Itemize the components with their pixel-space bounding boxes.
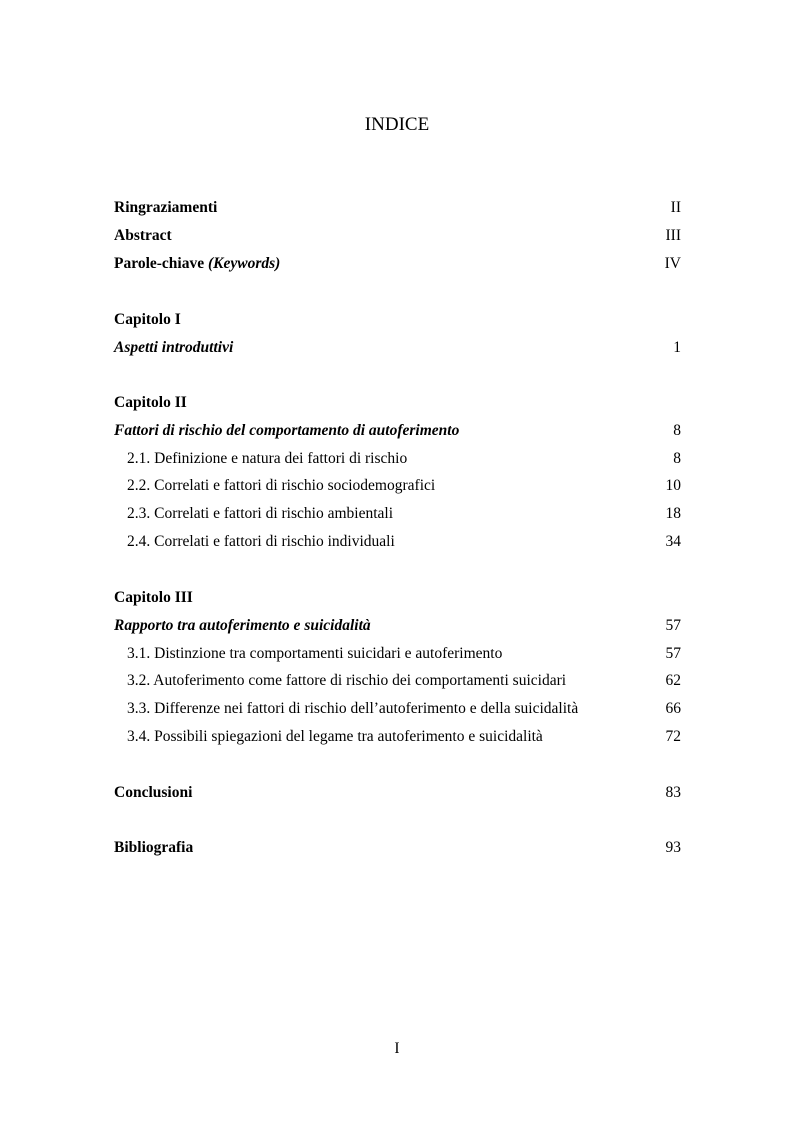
toc-section-label: 3.4. Possibili spiegazioni del legame tra autoferimento e suicidalità bbox=[127, 728, 543, 745]
chapter-title-label: Rapporto tra autoferimento e suicidalità bbox=[114, 617, 371, 634]
chapter-heading-1 bbox=[114, 309, 681, 331]
toc-section-page: 18 bbox=[665, 505, 681, 522]
toc-section-3-3 bbox=[114, 698, 681, 720]
toc-entry-label: Ringraziamenti bbox=[114, 199, 218, 216]
toc-section-label: 2.1. Definizione e natura dei fattori di rischio bbox=[127, 450, 408, 467]
toc-section-page: 57 bbox=[665, 645, 681, 662]
toc-entry-label-group bbox=[114, 253, 280, 275]
toc-section-2-3 bbox=[114, 503, 681, 525]
toc-entry-page: III bbox=[665, 227, 681, 244]
toc-section-2-4 bbox=[114, 531, 681, 553]
toc-section-page: 8 bbox=[673, 450, 681, 467]
toc-section-label: 2.4. Correlati e fattori di rischio individuali bbox=[127, 533, 395, 550]
chapter-title-page: 8 bbox=[673, 422, 681, 439]
toc-section-label: 3.3. Differenze nei fattori di rischio dell’autoferimento e della suicidalità bbox=[127, 700, 579, 717]
toc-section-3-2 bbox=[114, 670, 681, 692]
toc-entry-label-italic: (Keywords) bbox=[207, 255, 281, 272]
toc-entry-ringraziamenti bbox=[114, 197, 681, 219]
toc-entry-label: Bibliografia bbox=[114, 839, 194, 856]
toc-section-3-4 bbox=[114, 726, 681, 748]
chapter-title-page: 57 bbox=[665, 617, 681, 634]
toc-entry-conclusioni bbox=[114, 782, 681, 804]
chapter-title-label: Fattori di rischio del comportamento di autoferimento bbox=[114, 422, 460, 439]
toc-section-label: 2.2. Correlati e fattori di rischio sociodemografici bbox=[127, 477, 436, 494]
toc-section-label: 3.2. Autoferimento come fattore di rischio dei comportamenti suicidari bbox=[127, 672, 567, 689]
chapter-heading-label: Capitolo III bbox=[114, 589, 193, 606]
toc-section-page: 10 bbox=[665, 477, 681, 494]
chapter-title-1 bbox=[114, 337, 681, 359]
toc-entry-parole-chiave bbox=[114, 253, 681, 275]
toc-section-page: 72 bbox=[665, 728, 681, 745]
toc-section-2-1 bbox=[114, 448, 681, 470]
chapter-heading-2 bbox=[114, 392, 681, 414]
toc-entry-page: IV bbox=[664, 255, 681, 272]
page-number: I bbox=[394, 1040, 400, 1057]
toc-section-2-2 bbox=[114, 475, 681, 497]
chapter-heading-label: Capitolo I bbox=[114, 311, 181, 328]
toc-section-label: 3.1. Distinzione tra comportamenti suicidari e autoferimento bbox=[127, 645, 503, 662]
chapter-title-label: Aspetti introduttivi bbox=[114, 339, 234, 356]
toc-section-3-1 bbox=[114, 643, 681, 665]
toc-section-page: 34 bbox=[665, 533, 681, 550]
toc-entry-page: 93 bbox=[665, 839, 681, 856]
toc-entry-label: Conclusioni bbox=[114, 784, 193, 801]
chapter-heading-3 bbox=[114, 587, 681, 609]
page-title: INDICE bbox=[364, 114, 430, 135]
toc-entry-label: Abstract bbox=[114, 227, 172, 244]
chapter-title-page: 1 bbox=[673, 339, 681, 356]
toc-entry-page: 83 bbox=[665, 784, 681, 801]
toc-entry-bibliografia bbox=[114, 837, 681, 859]
chapter-title-2 bbox=[114, 420, 681, 442]
toc-section-label: 2.3. Correlati e fattori di rischio ambientali bbox=[127, 505, 394, 522]
toc-section-page: 66 bbox=[665, 700, 681, 717]
toc-entry-label: Parole-chiave bbox=[114, 255, 205, 272]
toc-entry-abstract bbox=[114, 225, 681, 247]
chapter-heading-label: Capitolo II bbox=[114, 394, 187, 411]
toc-entry-page: II bbox=[670, 199, 681, 216]
toc-section-page: 62 bbox=[665, 672, 681, 689]
chapter-title-3 bbox=[114, 615, 681, 637]
